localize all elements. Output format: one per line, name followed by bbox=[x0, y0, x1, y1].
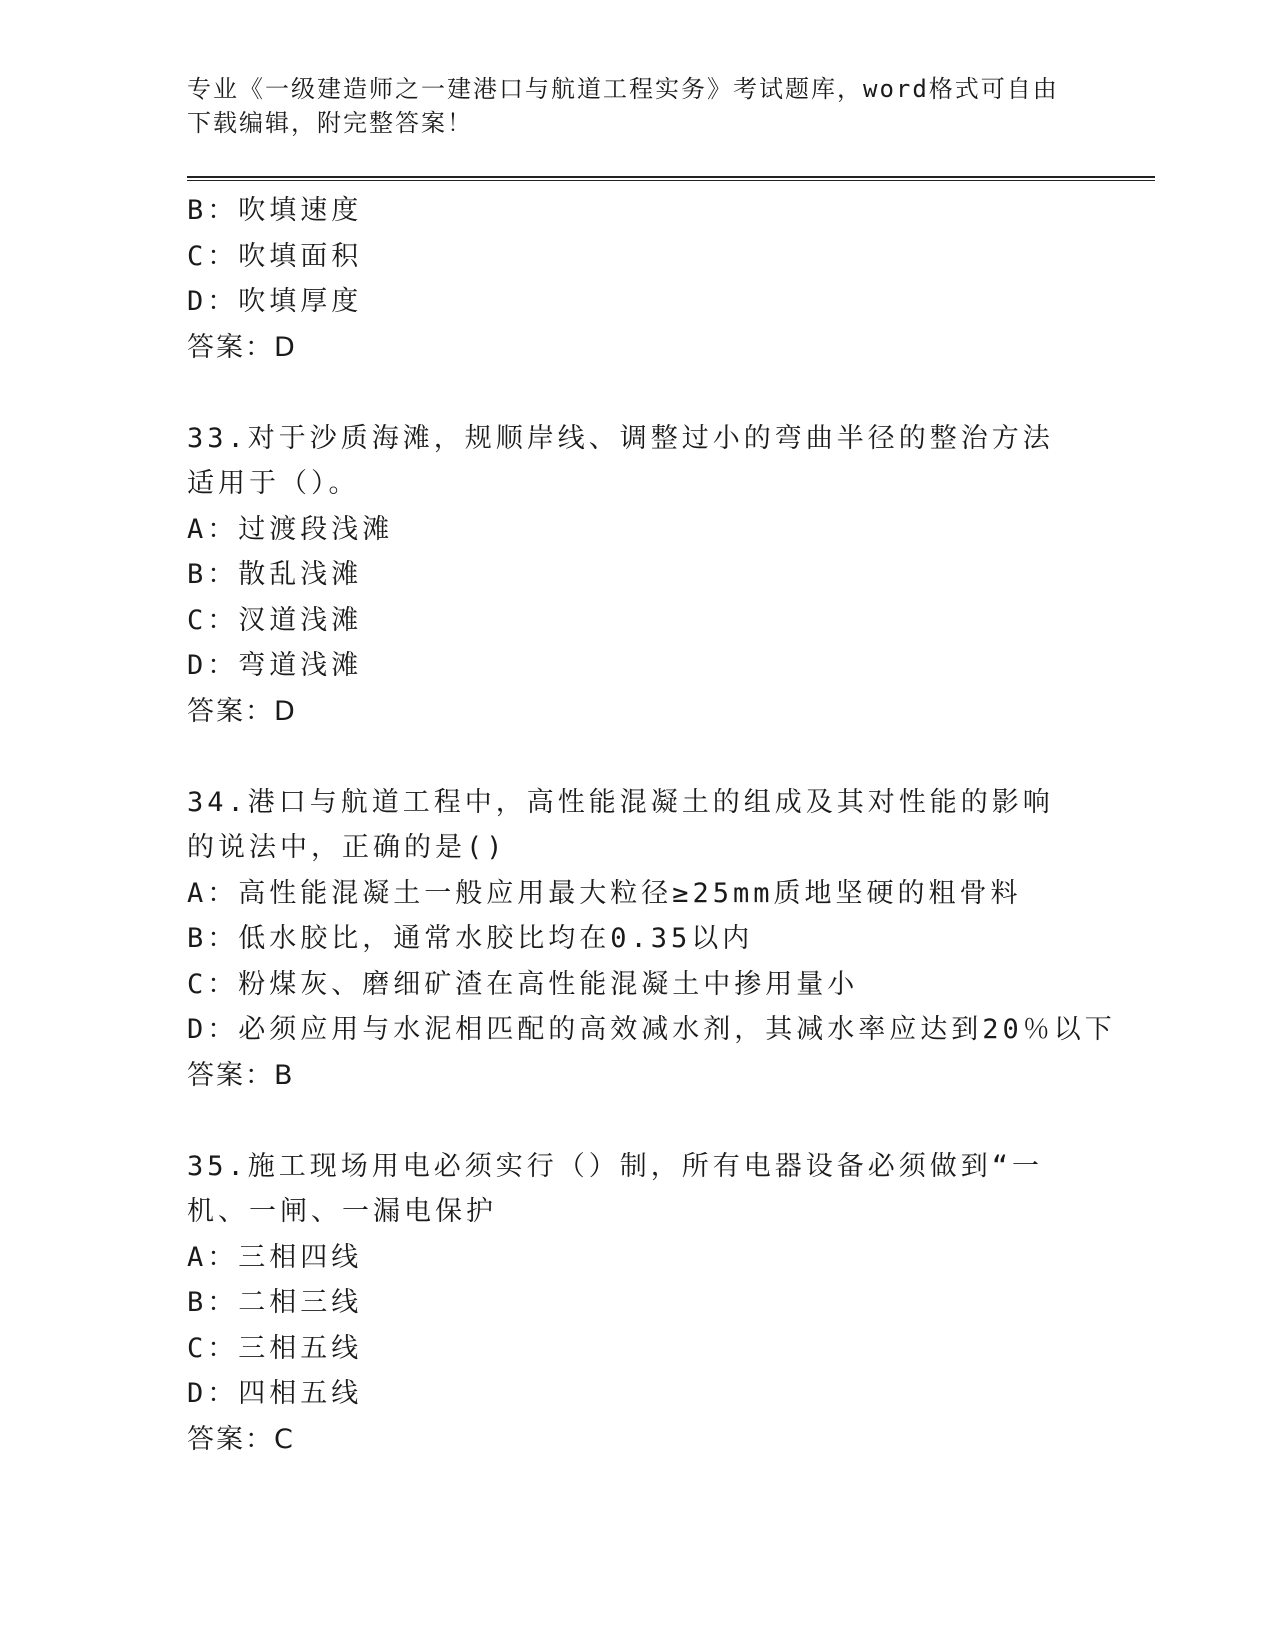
answer: 答案：C bbox=[187, 1423, 295, 1455]
question-stem: 35.施工现场用电必须实行（）制，所有电器设备必须做到“一机、一闸、一漏电保护 bbox=[187, 1150, 1044, 1227]
option-a: A：三相四线 bbox=[187, 1241, 363, 1273]
answer: 答案：D bbox=[187, 695, 297, 727]
option-c: C：汊道浅滩 bbox=[187, 604, 363, 636]
question-33 bbox=[187, 416, 1087, 735]
question-stem: 34.港口与航道工程中，高性能混凝土的组成及其对性能的影响的说法中，正确的是() bbox=[187, 786, 1054, 863]
option-c: C：粉煤灰、磨细矿渣在高性能混凝土中掺用量小 bbox=[187, 968, 859, 1000]
option-c: C：三相五线 bbox=[187, 1332, 363, 1364]
document-body bbox=[187, 188, 1116, 1462]
option-a: A：高性能混凝土一般应用最大粒径≥25mm质地坚硬的粗骨料 bbox=[187, 877, 1022, 909]
document-header: 专业《一级建造师之一建港口与航道工程实务》考试题库，word格式可自由下载编辑，附完整答案！ bbox=[187, 75, 1059, 137]
option-b: B：二相三线 bbox=[187, 1287, 363, 1318]
question-35 bbox=[187, 1144, 1087, 1463]
answer: 答案：D bbox=[187, 331, 297, 363]
option-b: B：散乱浅滩 bbox=[187, 559, 363, 590]
answer: 答案：B bbox=[187, 1059, 295, 1091]
option-c: C：吹填面积 bbox=[187, 240, 363, 272]
option-d: D：四相五线 bbox=[187, 1378, 363, 1409]
option-d: D：必须应用与水泥相匹配的高效减水剂，其减水率应达到20％以下 bbox=[187, 1014, 1116, 1045]
option-a: A：过渡段浅滩 bbox=[187, 513, 394, 545]
question-stem: 33.对于沙质海滩，规顺岸线、调整过小的弯曲半径的整治方法适用于（）。 bbox=[187, 422, 1054, 499]
option-d: D：弯道浅滩 bbox=[187, 650, 363, 681]
question-34 bbox=[187, 780, 1116, 1099]
header-divider bbox=[187, 176, 1155, 181]
option-d: D：吹填厚度 bbox=[187, 286, 363, 317]
option-b: B：吹填速度 bbox=[187, 195, 363, 226]
question-fragment bbox=[187, 188, 1087, 370]
option-b: B：低水胶比，通常水胶比均在0.35以内 bbox=[187, 923, 754, 954]
